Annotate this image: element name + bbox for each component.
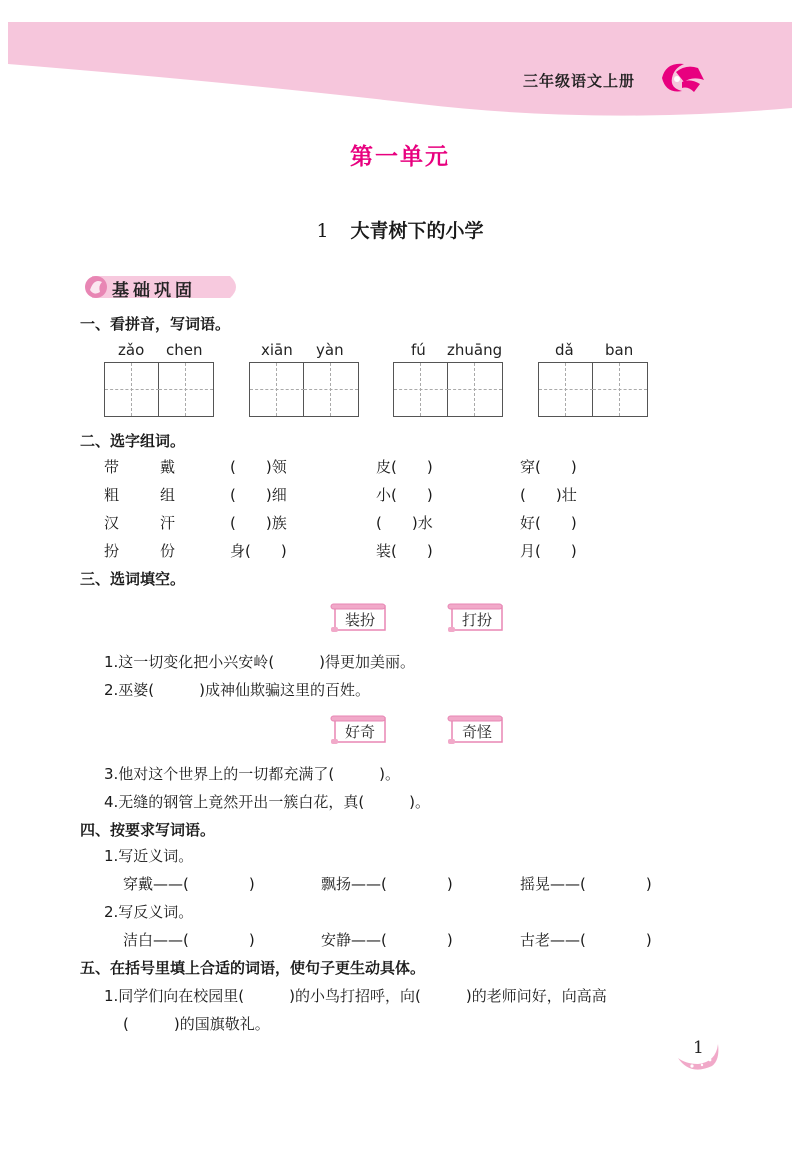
q5-heading: 五、在括号里填上合适的词语，使句子更生动具体。 (80, 959, 426, 977)
q4-heading: 四、按要求写词语。 (80, 821, 216, 839)
antonym-blank[interactable]: 洁白——( ) (123, 931, 255, 949)
section-banner (80, 272, 244, 302)
sentence-blank[interactable]: ( )的国旗敬礼。 (123, 1015, 270, 1033)
sentence-blank[interactable]: 1.这一切变化把小兴安岭( )得更加美丽。 (104, 653, 416, 671)
sentence-blank[interactable]: 3.他对这个世界上的一切都充满了( )。 (104, 765, 401, 783)
char-writing-box[interactable] (104, 362, 214, 417)
char-writing-box[interactable] (249, 362, 359, 417)
word-option-scroll (329, 715, 387, 745)
page-number: 1 (693, 1038, 704, 1058)
char-writing-box[interactable] (538, 362, 648, 417)
word-option: 装扮 (344, 611, 375, 629)
unit-title: 第一单元 (350, 144, 450, 170)
grade-label: 三年级语文上册 (523, 72, 636, 90)
sentence-blank[interactable]: 2.巫婆( )成神仙欺骗这里的百姓。 (104, 681, 371, 699)
word-option: 打扮 (461, 611, 492, 629)
char-option: 汗 (160, 514, 176, 532)
fill-blank-item[interactable]: 好( ) (520, 514, 577, 532)
fill-blank-item[interactable]: ( )壮 (520, 486, 577, 504)
sentence-blank[interactable]: 1.同学们向在校园里( )的小鸟打招呼，向( )的老师问好，向高高 (104, 987, 607, 1005)
pinyin: dǎ (555, 341, 574, 359)
fill-blank-item[interactable]: 月( ) (520, 542, 577, 560)
antonym-blank[interactable]: 安静——( ) (321, 931, 453, 949)
char-option: 汉 (104, 514, 120, 532)
lesson-title (0, 216, 800, 243)
fill-blank-item[interactable]: ( )水 (376, 514, 433, 532)
char-option: 戴 (160, 458, 176, 476)
pinyin: ban (605, 341, 634, 359)
char-option: 粗 (104, 486, 120, 504)
pinyin: xiān (261, 341, 293, 359)
synonym-blank[interactable]: 摇晃——( ) (520, 875, 652, 893)
fill-blank-item[interactable]: ( )领 (230, 458, 287, 476)
sub-question: 1.写近义词。 (104, 847, 194, 865)
word-option-scroll (446, 715, 504, 745)
char-option: 扮 (104, 542, 120, 560)
q1-heading: 一、看拼音，写词语。 (80, 315, 231, 333)
fill-blank-item[interactable]: ( )族 (230, 514, 287, 532)
synonym-blank[interactable]: 穿戴——( ) (123, 875, 255, 893)
fill-blank-item[interactable]: 穿( ) (520, 458, 577, 476)
fill-blank-item[interactable]: 身( ) (230, 542, 287, 560)
lesson-number: 1 (316, 220, 329, 242)
fill-blank-item[interactable]: 皮( ) (376, 458, 433, 476)
pinyin: yàn (316, 341, 344, 359)
word-option: 好奇 (344, 723, 375, 741)
fill-blank-item[interactable]: 装( ) (376, 542, 433, 560)
q3-heading: 三、选词填空。 (80, 570, 186, 588)
word-option-scroll (329, 603, 387, 633)
pinyin: zhuāng (447, 341, 503, 359)
publisher-logo-icon (656, 58, 708, 98)
antonym-blank[interactable]: 古老——( ) (520, 931, 652, 949)
word-option: 奇怪 (461, 723, 492, 741)
fill-blank-item[interactable]: ( )细 (230, 486, 287, 504)
pinyin: chen (166, 341, 203, 359)
word-option-scroll (446, 603, 504, 633)
fill-blank-item[interactable]: 小( ) (376, 486, 433, 504)
sentence-blank[interactable]: 4.无缝的钢管上竟然开出一簇白花，真( )。 (104, 793, 431, 811)
char-writing-box[interactable] (393, 362, 503, 417)
char-option: 带 (104, 458, 120, 476)
pinyin: fú (411, 341, 426, 359)
section-banner-label: 基础巩固 (112, 281, 196, 301)
char-option: 组 (160, 486, 176, 504)
pinyin: zǎo (118, 341, 145, 359)
synonym-blank[interactable]: 飘扬——( ) (321, 875, 453, 893)
q2-heading: 二、选字组词。 (80, 432, 186, 450)
sub-question: 2.写反义词。 (104, 903, 194, 921)
char-option: 份 (160, 542, 176, 560)
lesson-title-text: 大青树下的小学 (350, 220, 484, 242)
